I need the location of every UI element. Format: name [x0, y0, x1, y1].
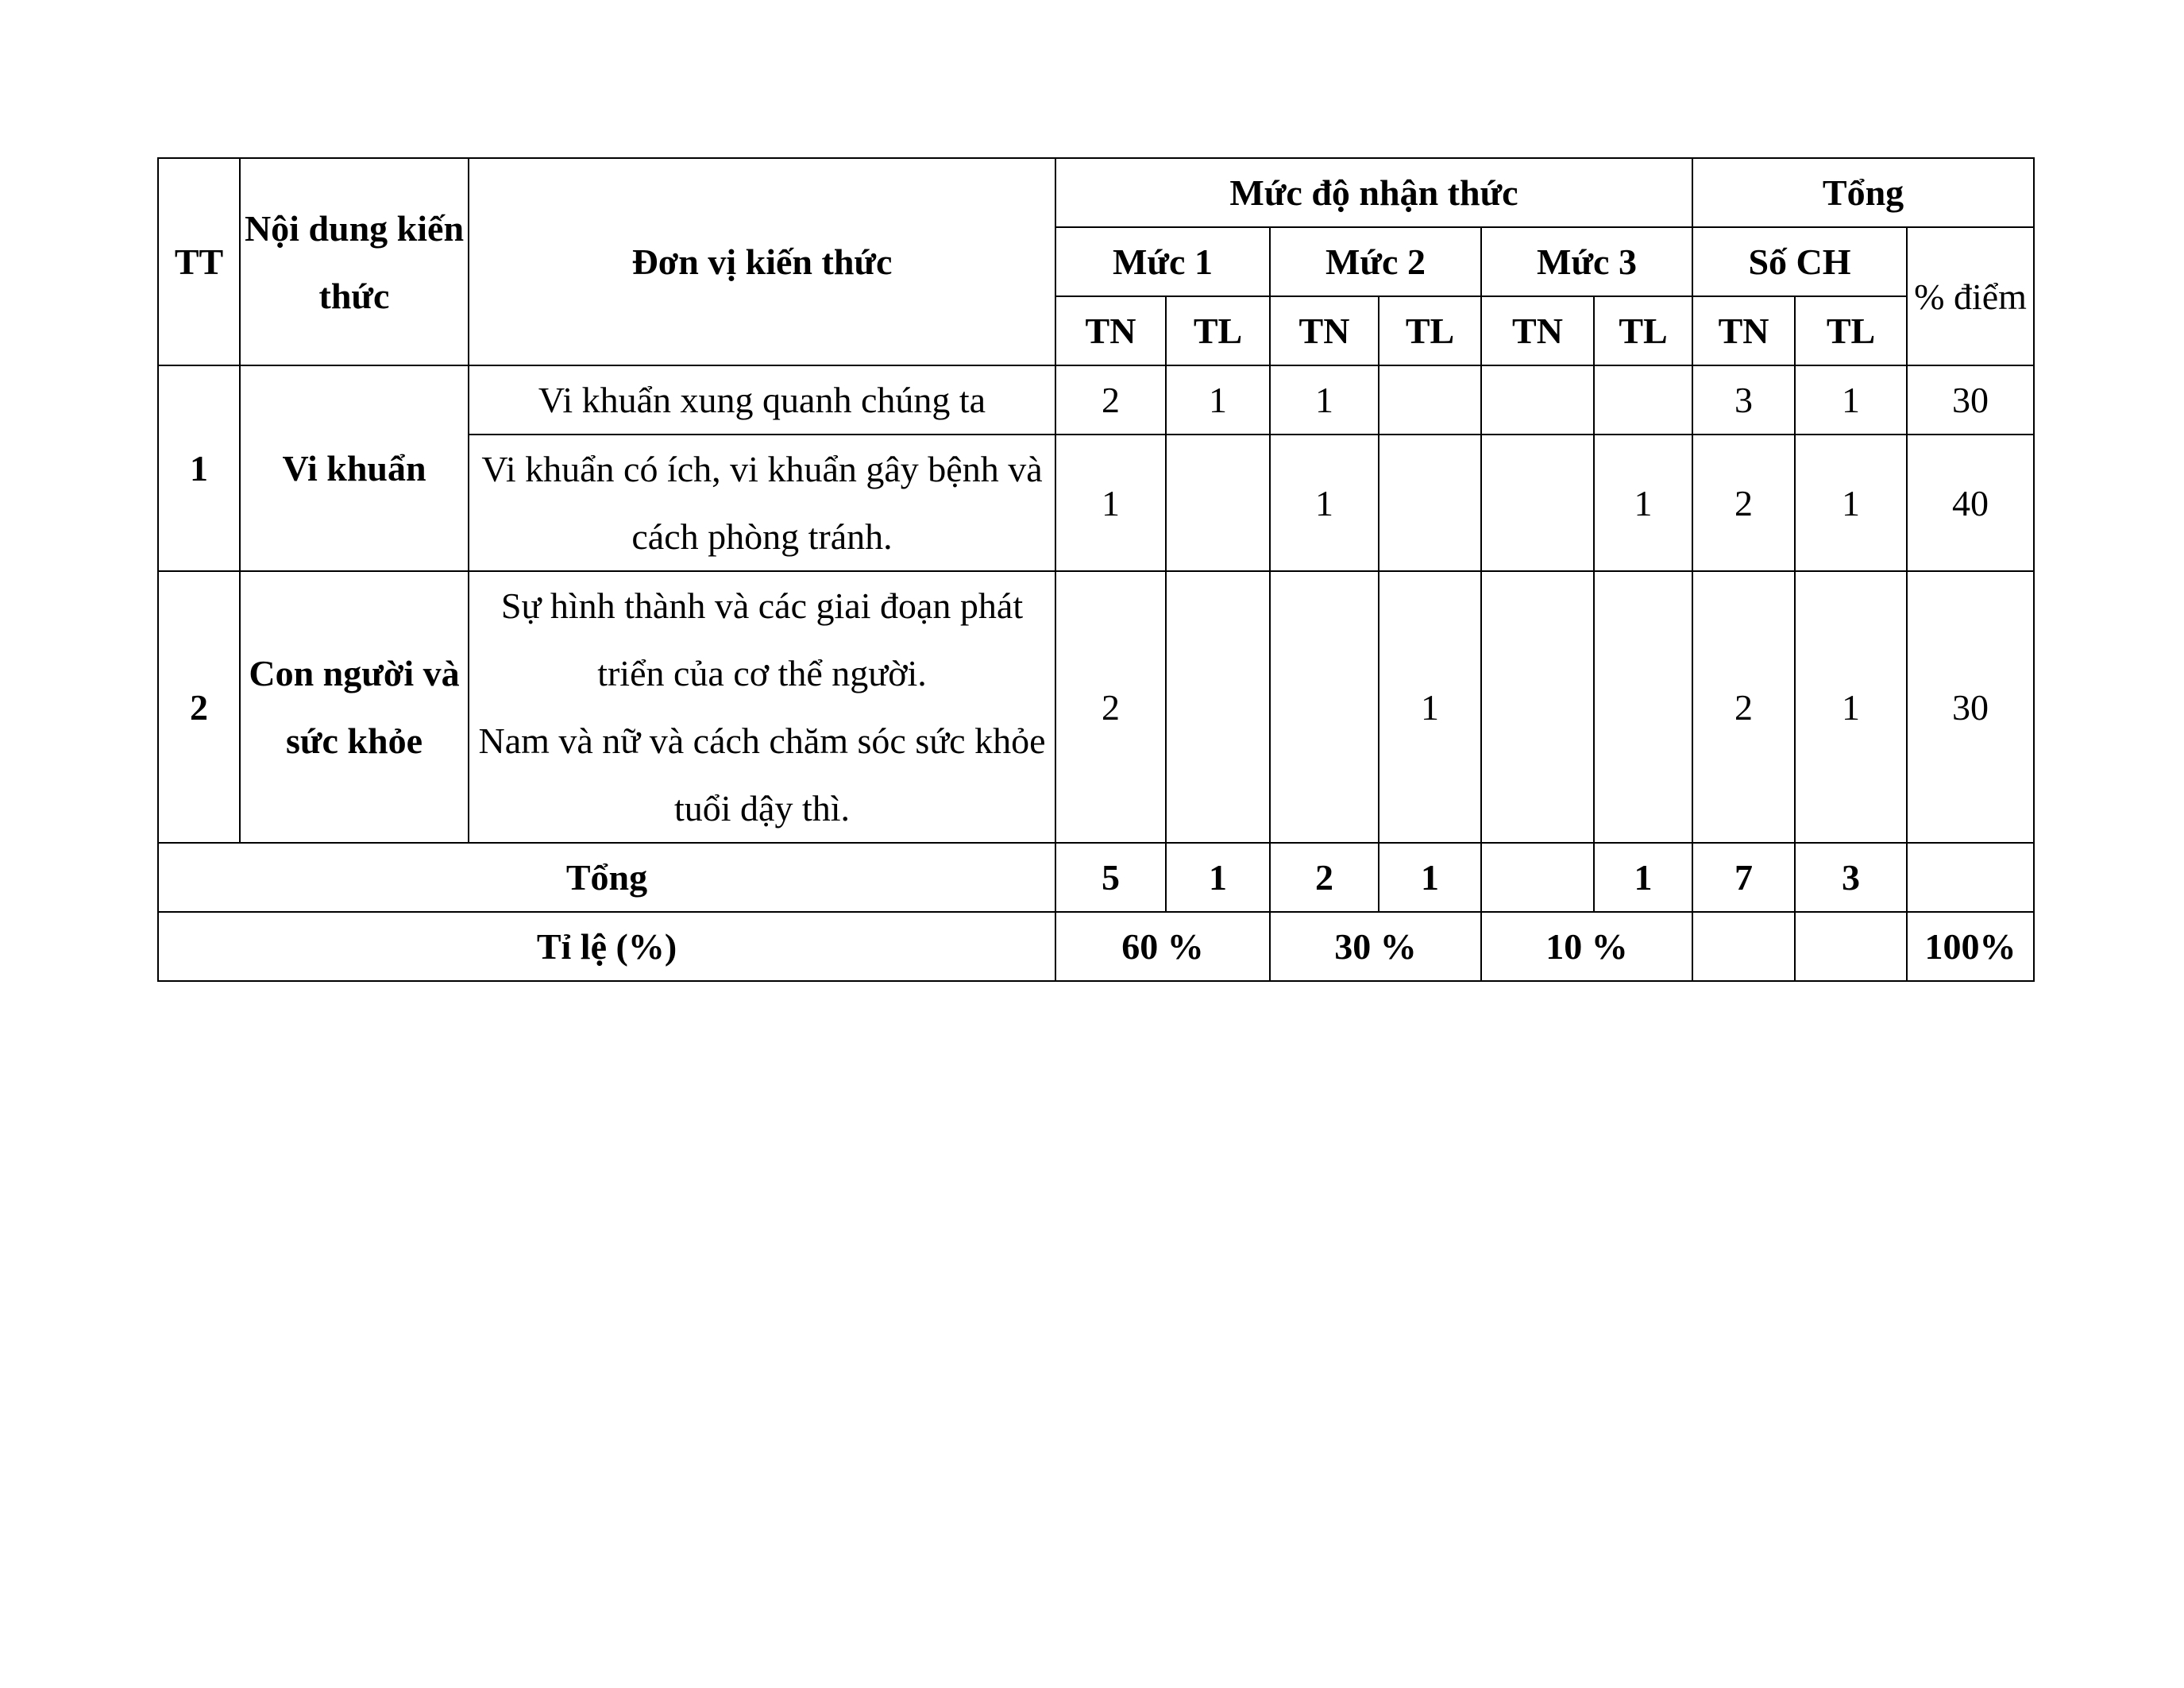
sum-tn-cell: 3 [1692, 365, 1795, 435]
total-level-3-tl: 1 [1594, 843, 1692, 912]
percent-cell: 30 [1907, 365, 2034, 435]
level-1-tn-cell: 2 [1055, 571, 1166, 843]
level-2-tl-cell: 1 [1379, 571, 1481, 843]
level-2-tn-cell [1270, 571, 1379, 843]
total-level-2-tn: 2 [1270, 843, 1379, 912]
ratio-level-2: 30 % [1270, 912, 1481, 981]
level-1-tl-cell: 1 [1166, 365, 1270, 435]
header-sum-tl: TL [1795, 296, 1907, 365]
knowledge-matrix-table [157, 157, 2035, 982]
header-level-3-tn: TN [1481, 296, 1594, 365]
level-1-tn-cell: 1 [1055, 435, 1166, 571]
total-level-1-tn: 5 [1055, 843, 1166, 912]
total-sum-tn: 7 [1692, 843, 1795, 912]
total-level-2-tl: 1 [1379, 843, 1481, 912]
header-unit: Đơn vị kiến thức [469, 158, 1055, 365]
level-3-tn-cell [1481, 571, 1594, 843]
section-content: Vi khuẩn [240, 365, 469, 571]
total-percent [1907, 843, 2034, 912]
level-3-tl-cell [1594, 571, 1692, 843]
section-number: 2 [158, 571, 240, 843]
header-levels: Mức độ nhận thức [1055, 158, 1692, 227]
table-row [158, 365, 2034, 435]
header-percent-score: % điểm [1907, 227, 2034, 365]
level-1-tl-cell [1166, 435, 1270, 571]
sum-tl-cell: 1 [1795, 365, 1907, 435]
sum-tn-cell: 2 [1692, 435, 1795, 571]
header-total: Tổng [1692, 158, 2034, 227]
ratio-sum-tn [1692, 912, 1795, 981]
sum-tl-cell: 1 [1795, 571, 1907, 843]
header-level-3-tl: TL [1594, 296, 1692, 365]
level-2-tl-cell [1379, 365, 1481, 435]
header-level-3: Mức 3 [1481, 227, 1692, 296]
ratio-percent: 100% [1907, 912, 2034, 981]
ratio-level-3: 10 % [1481, 912, 1692, 981]
level-3-tn-cell [1481, 365, 1594, 435]
level-3-tl-cell [1594, 365, 1692, 435]
totals-label: Tổng [158, 843, 1055, 912]
header-question-count: Số CH [1692, 227, 1907, 296]
level-2-tn-cell: 1 [1270, 365, 1379, 435]
section-number: 1 [158, 365, 240, 571]
header-level-1-tn: TN [1055, 296, 1166, 365]
header-level-1: Mức 1 [1055, 227, 1270, 296]
ratio-sum-tl [1795, 912, 1907, 981]
level-3-tl-cell: 1 [1594, 435, 1692, 571]
ratio-level-1: 60 % [1055, 912, 1270, 981]
total-level-3-tn [1481, 843, 1594, 912]
header-sum-tn: TN [1692, 296, 1795, 365]
knowledge-unit [469, 571, 1055, 843]
sum-tn-cell: 2 [1692, 571, 1795, 843]
total-sum-tl: 3 [1795, 843, 1907, 912]
header-content: Nội dung kiến thức [240, 158, 469, 365]
ratio-label: Tỉ lệ (%) [158, 912, 1055, 981]
level-1-tl-cell [1166, 571, 1270, 843]
percent-cell: 30 [1907, 571, 2034, 843]
percent-cell: 40 [1907, 435, 2034, 571]
knowledge-unit: Vi khuẩn xung quanh chúng ta [469, 365, 1055, 435]
header-level-1-tl: TL [1166, 296, 1270, 365]
total-level-1-tl: 1 [1166, 843, 1270, 912]
ratio-row [158, 912, 2034, 981]
level-3-tn-cell [1481, 435, 1594, 571]
level-1-tn-cell: 2 [1055, 365, 1166, 435]
header-tt: TT [158, 158, 240, 365]
totals-row [158, 843, 2034, 912]
header-level-2: Mức 2 [1270, 227, 1481, 296]
header-level-2-tn: TN [1270, 296, 1379, 365]
knowledge-unit: Vi khuẩn có ích, vi khuẩn gây bệnh và cách phòng tránh. [469, 435, 1055, 571]
header-level-2-tl: TL [1379, 296, 1481, 365]
level-2-tl-cell [1379, 435, 1481, 571]
section-content: Con người và sức khỏe [240, 571, 469, 843]
sum-tl-cell: 1 [1795, 435, 1907, 571]
table-row [158, 571, 2034, 843]
knowledge-unit-text: Sự hình thành và các giai đoạn phát triển của cơ thể người. Nam và nữ và cách chăm sóc sức khỏe tuổi dậy thì. [478, 585, 1046, 829]
level-2-tn-cell: 1 [1270, 435, 1379, 571]
